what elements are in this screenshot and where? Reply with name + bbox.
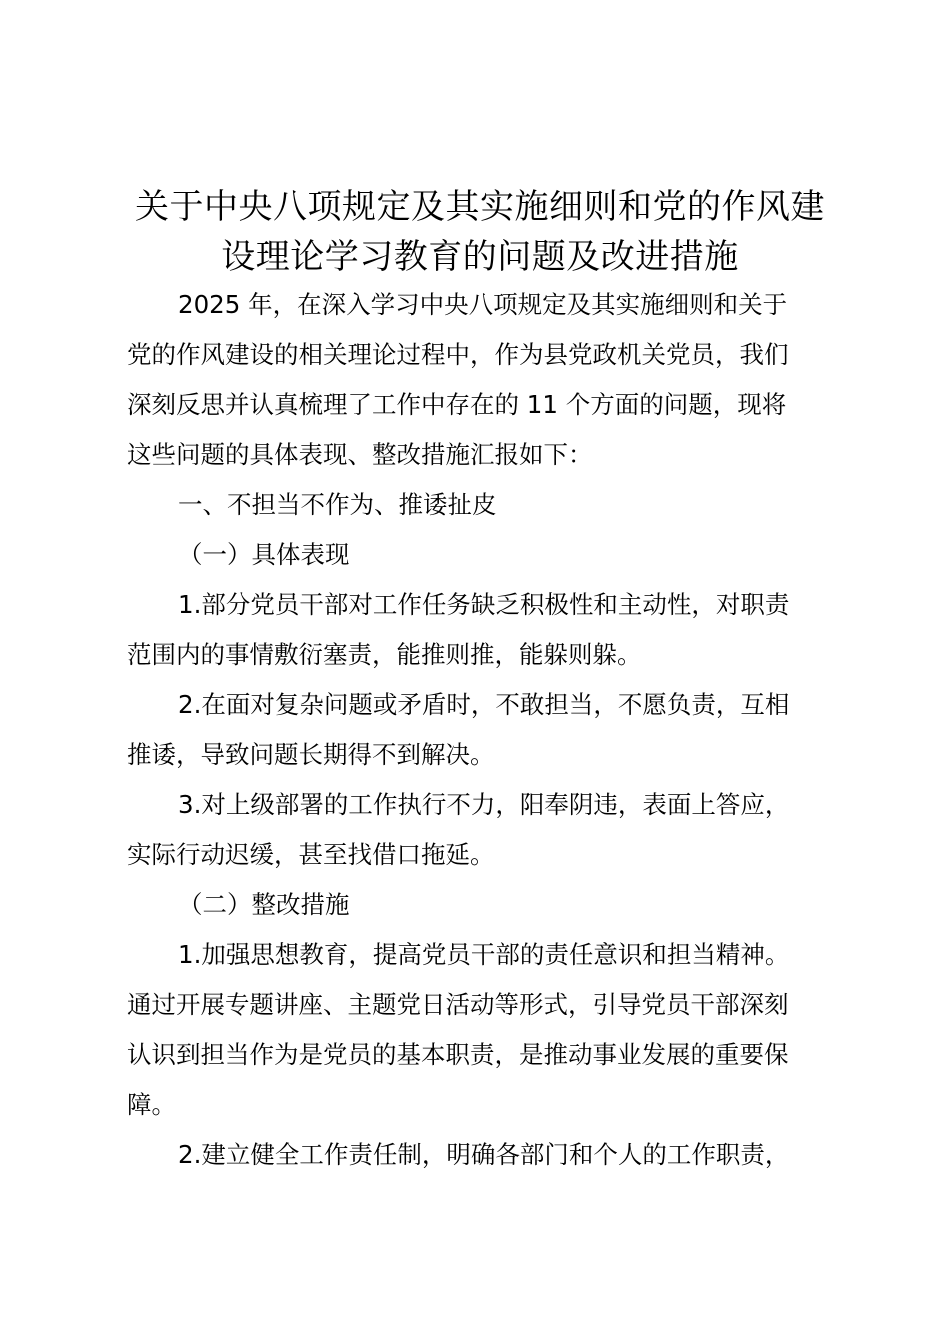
- paragraph-intro-line-2: 党的作风建设的相关理论过程中，作为县党政机关党员，我们: [127, 340, 789, 369]
- paragraph-intro-line-4: 这些问题的具体表现、整改措施汇报如下：: [127, 440, 593, 469]
- subsection-heading-2: （二）整改措施: [178, 890, 350, 919]
- list-item-2-line-1: 2.在面对复杂问题或矛盾时，不敢担当，不愿负责，互相: [178, 690, 790, 719]
- measure-2-line-1: 2.建立健全工作责任制，明确各部门和个人的工作职责，: [178, 1140, 790, 1169]
- list-item-3-line-1: 3.对上级部署的工作执行不力，阳奉阴违，表面上答应，: [178, 790, 790, 819]
- list-item-1-line-1: 1.部分党员干部对工作任务缺乏积极性和主动性，对职责: [178, 590, 790, 619]
- list-item-1-line-2: 范围内的事情敷衍塞责，能推则推，能躲则躲。: [127, 640, 642, 669]
- measure-1-line-2: 通过开展专题讲座、主题党日活动等形式，引导党员干部深刻: [127, 990, 789, 1019]
- measure-1-line-1: 1.加强思想教育，提高党员干部的责任意识和担当精神。: [178, 940, 790, 969]
- measure-1-line-3: 认识到担当作为是党员的基本职责，是推动事业发展的重要保: [127, 1040, 789, 1069]
- document-title-line-1: 关于中央八项规定及其实施细则和党的作风建: [135, 187, 825, 227]
- list-item-2-line-2: 推诿，导致问题长期得不到解决。: [127, 740, 495, 769]
- list-item-3-line-2: 实际行动迟缓，甚至找借口拖延。: [127, 840, 495, 869]
- subsection-heading-1: （一）具体表现: [178, 540, 350, 569]
- paragraph-intro-line-3: 深刻反思并认真梳理了工作中存在的 11 个方面的问题，现将: [127, 390, 787, 419]
- measure-1-line-4: 障。: [127, 1090, 176, 1119]
- section-heading-1: 一、不担当不作为、推诿扯皮: [178, 490, 497, 519]
- paragraph-intro-line-1: 2025 年，在深入学习中央八项规定及其实施细则和关于: [178, 290, 788, 319]
- document-title-line-2: 设理论学习教育的问题及改进措施: [221, 237, 739, 277]
